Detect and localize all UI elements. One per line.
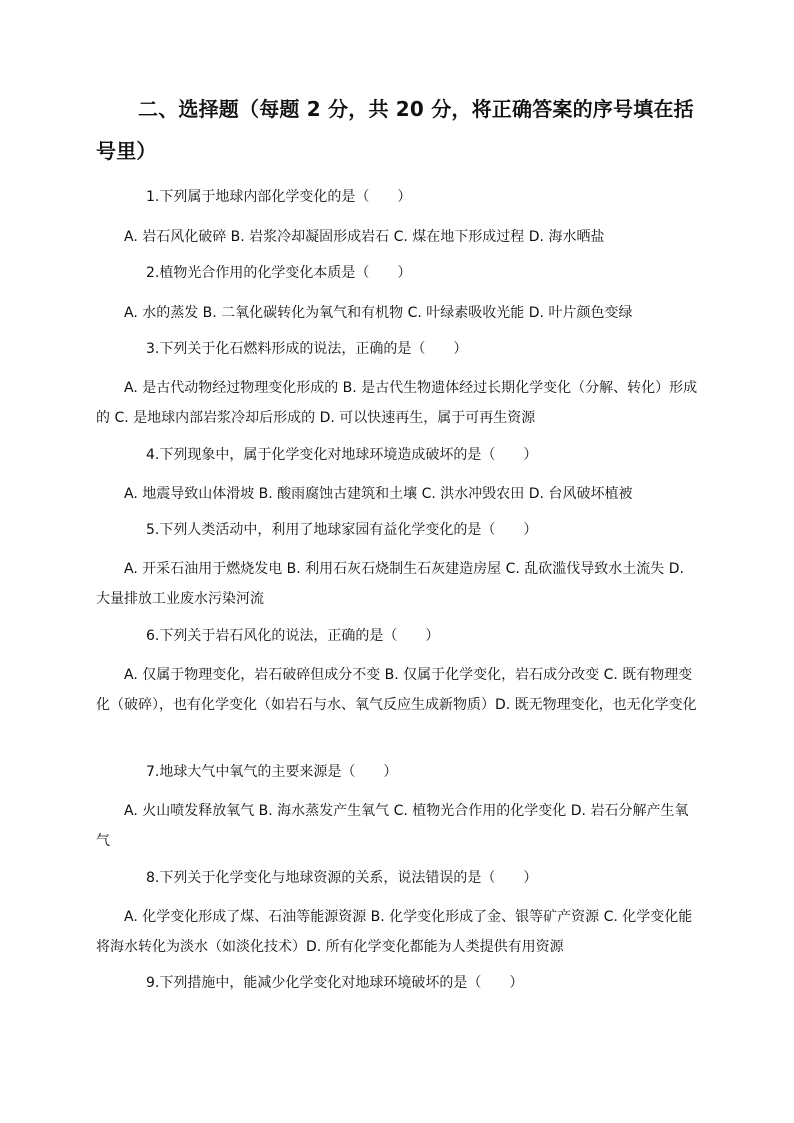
question-8-stem: 8.下列关于化学变化与地球资源的关系，说法错误的是（ ）	[146, 870, 538, 886]
question-6-options: A. 仅属于物理变化，岩石破碎但成分不变 B. 仅属于化学变化，岩石成分改变 C. 既有物理变化（破碎），也有化学变化（如岩石与水、氧气反应生成新物质）D. 既无物理变化，也无化学变化	[96, 667, 697, 713]
question-5-options: A. 开采石油用于燃烧发电 B. 利用石灰石烧制生石灰建造房屋 C. 乱砍滥伐导致水土流失 D. 大量排放工业废水污染河流	[96, 561, 684, 607]
question-3-stem: 3.下列关于化石燃料形成的说法，正确的是（ ）	[146, 341, 468, 357]
question-5-stem: 5.下列人类活动中，利用了地球家园有益化学变化的是（ ）	[146, 522, 538, 538]
question-4-options: A. 地震导致山体滑坡 B. 酸雨腐蚀古建筑和土壤 C. 洪水冲毁农田 D. 台风破坏植被	[124, 486, 633, 502]
question-8-options: A. 化学变化形成了煤、石油等能源资源 B. 化学变化形成了金、银等矿产资源 C. 化学变化能将海水转化为淡水（如淡化技术）D. 所有化学变化都能为人类提供有用资源	[96, 909, 693, 955]
question-4-stem: 4.下列现象中，属于化学变化对地球环境造成破坏的是（ ）	[146, 447, 538, 463]
question-1-options: A. 岩石风化破碎 B. 岩浆冷却凝固形成岩石 C. 煤在地下形成过程 D. 海水晒盐	[124, 229, 605, 245]
question-7-stem: 7.地球大气中氧气的主要来源是（ ）	[146, 764, 398, 780]
question-1-stem: 1.下列属于地球内部化学变化的是（ ）	[146, 189, 412, 205]
question-9-stem: 9.下列措施中，能减少化学变化对地球环境破坏的是（ ）	[146, 975, 524, 991]
question-6-stem: 6.下列关于岩石风化的说法，正确的是（ ）	[146, 628, 440, 644]
section-title: 二、选择题（每题 2 分，共 20 分，将正确答案的序号填在括号里）	[96, 97, 694, 163]
question-2-stem: 2.植物光合作用的化学变化本质是（ ）	[146, 265, 412, 281]
question-7-options: A. 火山喷发释放氧气 B. 海水蒸发产生氧气 C. 植物光合作用的化学变化 D. 岩石分解产生氧气	[96, 803, 689, 849]
question-2-options: A. 水的蒸发 B. 二氧化碳转化为氧气和有机物 C. 叶绿素吸收光能 D. 叶片颜色变绿	[124, 305, 633, 321]
question-3-options: A. 是古代动物经过物理变化形成的 B. 是古代生物遗体经过长期化学变化（分解、转化）形成的 C. 是地球内部岩浆冷却后形成的 D. 可以快速再生，属于可再生资源	[96, 380, 698, 426]
